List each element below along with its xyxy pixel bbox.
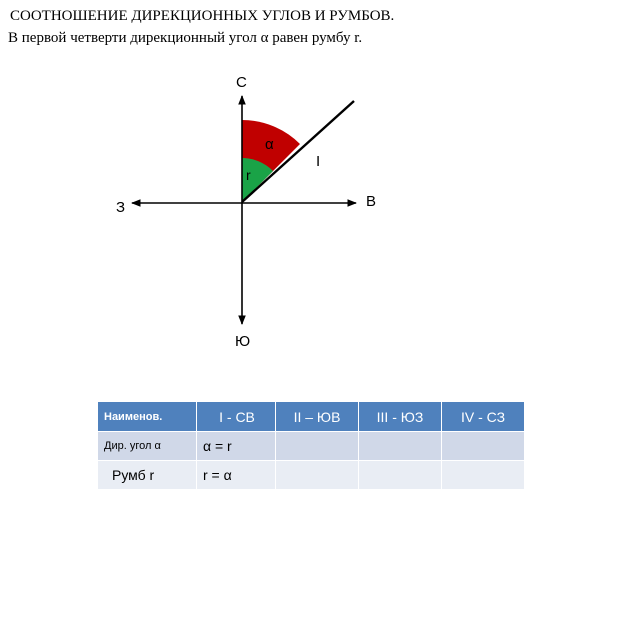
table-cell: Румб r bbox=[98, 461, 197, 490]
south-label: Ю bbox=[235, 333, 251, 350]
quadrant-label: I bbox=[316, 153, 321, 170]
page-title: СООТНОШЕНИЕ ДИРЕКЦИОННЫХ УГЛОВ И РУМБОВ. bbox=[10, 8, 395, 24]
table-cell: α = r bbox=[197, 432, 276, 461]
table-cell: Дир. угол α bbox=[98, 432, 197, 461]
relation-table bbox=[98, 402, 525, 490]
west-label: З bbox=[116, 199, 126, 216]
header-cell: I - СВ bbox=[197, 402, 276, 432]
table-cell: r = α bbox=[197, 461, 276, 490]
table-row bbox=[98, 432, 525, 461]
table-cell bbox=[442, 461, 525, 490]
table-row bbox=[98, 461, 525, 490]
header-cell: II – ЮВ bbox=[276, 402, 359, 432]
rumb-label: r bbox=[246, 167, 251, 183]
header-cell: Наименов. bbox=[98, 402, 197, 432]
header-cell: III - ЮЗ bbox=[359, 402, 442, 432]
table-header-row bbox=[98, 402, 525, 432]
header-cell: IV - СЗ bbox=[442, 402, 525, 432]
table-cell bbox=[442, 432, 525, 461]
table-cell bbox=[276, 461, 359, 490]
page-subtitle: В первой четверти дирекционный угол α равен румбу r. bbox=[8, 30, 363, 46]
alpha-label: α bbox=[265, 136, 274, 153]
table-cell bbox=[276, 432, 359, 461]
table-cell bbox=[359, 432, 442, 461]
table-cell bbox=[359, 461, 442, 490]
north-label: С bbox=[236, 74, 247, 91]
east-label: В bbox=[366, 193, 377, 210]
